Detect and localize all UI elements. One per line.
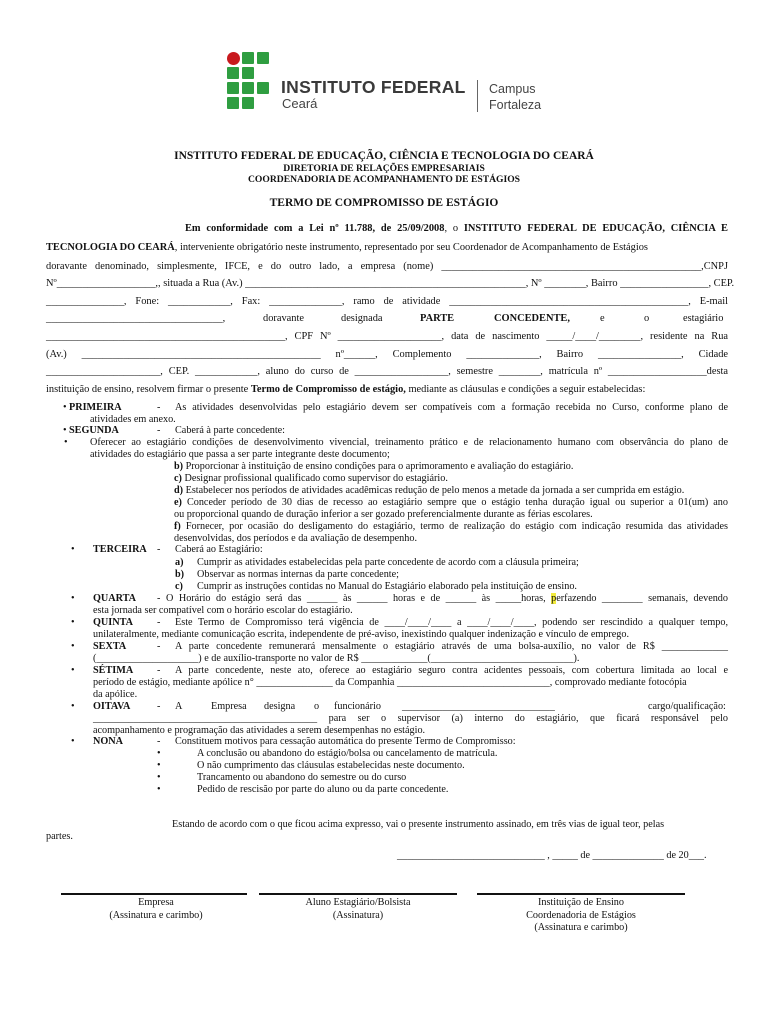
clause-terceira-c: Cumprir as instruções contidas no Manual do Estagiário elaborado pela instituição de ensino.	[197, 581, 577, 592]
signature-block-student	[259, 897, 457, 922]
clause-segunda-a-cont: atividades do estagiário que passa a ser parte integrante deste documento;	[90, 449, 390, 460]
clause-segunda-c	[174, 473, 448, 485]
intro-institution-cont: TECNOLOGIA DO CEARÁ	[46, 242, 175, 253]
oitava-word: Empresa	[211, 701, 247, 712]
nona-item: Trancamento ou abandono do semestre ou do curso	[197, 772, 407, 783]
clause-primeira-text: As atividades desenvolvidas pelo estagiário devem ser compatíveis com a formação recebida no Curso, conforme plano de	[175, 402, 728, 413]
item-key: b)	[175, 569, 185, 580]
logo-square	[242, 97, 254, 109]
clause-dash: -	[157, 617, 161, 628]
clause-dash: -	[157, 701, 161, 712]
logo-square	[257, 52, 269, 64]
clause-terceira-b: Observar as normas internas da parte concedente;	[197, 569, 399, 580]
signature-party: Aluno Estagiário/Bolsista	[305, 897, 411, 908]
clause-dash: -	[157, 402, 161, 413]
item-key: d)	[174, 485, 184, 496]
logo-square	[242, 52, 254, 64]
clause-segunda-b	[174, 461, 573, 473]
blank-field: __________________________________,	[46, 313, 226, 324]
bullet-icon: •	[157, 748, 161, 759]
bullet-icon: •	[71, 701, 75, 712]
item-key: c)	[175, 581, 183, 592]
intro-line-10	[46, 384, 728, 396]
clause-setima-text-cont: da apólice.	[93, 689, 138, 700]
intro-line-2	[46, 242, 728, 254]
nona-item: Pedido de rescisão por parte do aluno ou da parte concedente.	[197, 784, 449, 795]
clause-segunda-f	[174, 521, 728, 533]
clause-oitava-text-cont: ____________________________________________ para ser o supervisor (a) interno do estagiário, que ficará responsável pelo	[93, 713, 728, 724]
intro-line-8: (Av.) ______________________________________________ nº______, Complemento ______________, Bairro ________________, Cidade	[46, 349, 728, 360]
clause-oitava-label: OITAVA	[93, 701, 131, 712]
nona-item: O não cumprimento das cláusulas estabelecidas neste documento.	[197, 760, 465, 771]
clause-setima-text: A parte concedente, neste ato, oferece ao estagiário seguro contra acidentes pessoais, com cobertura limitada ao local e	[175, 665, 728, 676]
item-text: Proporcionar à instituição de ensino condições para o aprimoramento e avaliação do estagiário.	[183, 461, 574, 472]
signature-line-institution	[477, 893, 685, 895]
item-text: Estabelecer nos períodos de atividades acadêmicas redução de pelo menos a metade da jornada a ser cumprida em estágio.	[183, 485, 685, 496]
logo-red-dot	[227, 52, 240, 65]
logo-square	[257, 82, 269, 94]
logo-square	[242, 67, 254, 79]
quarta-text-part: erfazendo ________ semanais, devendo	[556, 593, 728, 604]
intro-word: doravante	[263, 313, 304, 324]
clause-dash: -	[157, 425, 161, 436]
bullet-icon: •	[63, 425, 67, 436]
intro-text: instituição de ensino, resolvem firmar o presente	[46, 384, 251, 395]
clause-sexta-text-cont: (____________________) e de auxílio-transporte no valor de R$ _____________(____________________________).	[93, 653, 580, 664]
oitava-word: A	[175, 701, 183, 712]
clause-sexta-text: A parte concedente remunerará mensalmente o estagiário através de uma bolsa-auxílio, no valor de R$ _____________	[175, 641, 728, 652]
clause-primeira-label: PRIMEIRA	[69, 402, 122, 413]
bullet-icon: •	[71, 617, 75, 628]
intro-text: mediante as cláusulas e condições a seguir estabelecidas:	[405, 384, 646, 395]
logo-state: Ceará	[282, 96, 318, 111]
clause-dash: -	[157, 665, 161, 676]
closing-statement-cont: partes.	[46, 831, 73, 842]
if-logo	[227, 52, 557, 114]
intro-line-9: ______________________, CEP. ____________, aluno do curso de __________________, semestre ________, matrícula nº ___________________desta	[46, 366, 728, 377]
item-key: f)	[174, 521, 181, 532]
bullet-icon: •	[71, 641, 75, 652]
intro-party: PARTE	[420, 313, 455, 324]
logo-square	[242, 82, 254, 94]
logo-campus-label: Campus	[489, 82, 536, 96]
oitava-word: funcionário	[334, 701, 381, 712]
bullet-icon: •	[63, 402, 67, 413]
intro-line-4: Nº___________________,, situada a Rua (Av.) ______________________________________________________, Nº ________, Bairro _________________, CEP.	[46, 278, 735, 289]
clause-quarta-text	[166, 593, 728, 605]
bullet-icon: •	[71, 665, 75, 676]
intro-party: CONCEDENTE,	[494, 313, 570, 324]
clause-segunda-f-cont: desenvolvidas, dos períodos e da avaliação de desempenho.	[174, 533, 418, 544]
intro-text: , o	[444, 223, 464, 234]
signature-block-company	[61, 897, 251, 922]
clause-quinta-text: Este Termo de Compromisso terá vigência de ____/____/____ a ____/____/____, podendo ser rescindido a qualquer tempo,	[175, 617, 728, 628]
clause-segunda-e-cont: ou proporcional quando de duração inferior a ser gozado preferencialmente durante as férias escolares.	[174, 509, 593, 520]
clause-quarta-label: QUARTA	[93, 593, 137, 604]
clause-nona-text: Constituem motivos para cessação automática do presente Termo de Compromisso:	[175, 736, 516, 747]
clause-dash: -	[157, 641, 161, 652]
intro-word: designada	[341, 313, 383, 324]
signature-block-institution	[477, 897, 685, 935]
logo-campus-name: Fortaleza	[489, 98, 542, 112]
header-institution: INSTITUTO FEDERAL DE EDUCAÇÃO, CIÊNCIA E TECNOLOGIA DO CEARÁ	[174, 150, 594, 162]
clause-terceira-text: Caberá ao Estagiário:	[175, 544, 263, 555]
oitava-word: o	[314, 701, 320, 712]
signature-department: Coordenadoria de Estágios	[526, 909, 636, 921]
bullet-icon: •	[71, 736, 75, 747]
item-text: Conceder período de 30 dias de recesso ao estagiário sempre que o estágio tenha duração igual ou superior a 01(um) ano	[181, 497, 728, 508]
blank-field: ______________________________	[402, 701, 555, 712]
logo-square	[227, 67, 239, 79]
bullet-icon: •	[157, 760, 161, 771]
clause-quinta-text-cont: unilateralmente, mediante comunicação escrita, independente de pré-aviso, inexistindo qualquer indenização e vínculo de emprego.	[93, 629, 630, 640]
signature-note: (Assinatura)	[332, 909, 384, 921]
oitava-word: cargo/qualificação:	[648, 701, 726, 712]
clause-dash: -	[157, 593, 161, 604]
clause-segunda-text: Caberá à parte concedente:	[175, 425, 286, 436]
nona-item: A conclusão ou abandono do estágio/bolsa ou cancelamento de matrícula.	[197, 748, 498, 759]
intro-word: e	[600, 313, 605, 324]
bullet-icon: •	[71, 593, 75, 604]
intro-line-1	[185, 223, 728, 235]
clause-setima-text-cont: período de estágio, mediante apólice n° _______________ da Companhia ______________________________, comprovado mediante fotocópia	[93, 677, 687, 688]
item-key: a)	[175, 557, 184, 568]
item-text: Designar profissional qualificado como supervisor do estagiário.	[181, 473, 448, 484]
item-key: b)	[174, 461, 184, 472]
signature-note: (Assinatura e carimbo)	[534, 922, 628, 933]
intro-law-reference: Em conformidade com a Lei nº 11.788, de 25/09/2008	[185, 223, 445, 234]
intro-institution: INSTITUTO FEDERAL DE EDUCAÇÃO, CIÊNCIA E	[463, 223, 728, 234]
closing-statement: Estando de acordo com o que ficou acima expresso, vai o presente instrumento assinado, em três vias de igual teor, pelas	[172, 819, 665, 830]
signature-line-company	[61, 893, 247, 895]
item-key: c)	[174, 473, 182, 484]
quarta-text-part: O Horário do estágio será das ______ às ______ horas e de ______ às _____horas,	[166, 593, 552, 604]
intro-word: estagiário	[683, 313, 724, 324]
clause-terceira-a: Cumprir as atividades estabelecidas pela parte concedente de acordo com a cláusula primeira;	[197, 557, 579, 568]
clause-primeira-text-cont: atividades em anexo.	[90, 414, 176, 425]
oitava-word: designa	[264, 701, 296, 712]
header-directorate: DIRETORIA DE RELAÇÕES EMPRESARIAIS	[283, 163, 485, 174]
signature-party: Instituição de Ensino	[537, 897, 624, 908]
intro-line-7: ______________________________________________, CPF Nº ____________________, data de nascimento _____/____/________, residente na Rua	[46, 331, 728, 342]
logo-square	[227, 97, 239, 109]
clause-sexta-label: SEXTA	[93, 641, 127, 652]
item-key: e)	[174, 497, 182, 508]
intro-word: o	[644, 313, 650, 324]
logo-square	[227, 82, 239, 94]
bullet-icon: •	[157, 772, 161, 783]
clause-segunda-label: SEGUNDA	[69, 425, 119, 436]
document-title: TERMO DE COMPROMISSO DE ESTÁGIO	[269, 197, 499, 209]
clause-quinta-label: QUINTA	[93, 617, 133, 628]
item-text: Fornecer, por ocasião do desligamento do estagiário, termo de realização do estágio com indicação resumida das atividades	[180, 521, 728, 532]
header-coordination: COORDENADORIA DE ACOMPANHAMENTO DE ESTÁGIOS	[247, 174, 521, 185]
clause-terceira-label: TERCEIRA	[93, 544, 147, 555]
clause-oitava-text-cont: acompanhamento e programação das atividades a serem desempenhas no estágio.	[93, 725, 426, 736]
intro-line-5: _______________, Fone: ____________, Fax: ______________, ramo de atividade ______________________________________________, E-mail	[46, 296, 728, 307]
clause-nona-label: NONA	[93, 736, 123, 747]
clause-setima-label: SÉTIMA	[93, 665, 134, 676]
bullet-icon: •	[71, 544, 75, 555]
intro-text: , interveniente obrigatório neste instrumento, representado por seu Coordenador de Acompanhamento de Estágios	[174, 242, 648, 253]
intro-term: Termo de Compromisso de estágio,	[250, 384, 406, 395]
intro-line-3: doravante denominado, simplesmente, IFCE, e do outro lado, a empresa (nome) __________________________________________________,CNPJ	[46, 261, 728, 272]
signature-party: Empresa	[138, 897, 174, 908]
highlight-mark: p	[551, 593, 557, 604]
clause-segunda-d	[174, 485, 684, 497]
signature-note: (Assinatura e carimbo)	[109, 909, 203, 921]
bullet-icon: •	[157, 784, 161, 795]
clause-quarta-text-cont: esta jornada ser compatível com o horário escolar do estagiário.	[93, 605, 353, 616]
clause-dash: -	[157, 736, 161, 747]
signature-line-student	[259, 893, 457, 895]
logo-institution-name: INSTITUTO FEDERAL	[281, 77, 466, 97]
logo-divider	[477, 80, 478, 112]
clause-segunda-e	[174, 497, 728, 509]
bullet-icon: •	[64, 437, 68, 448]
clause-dash: -	[157, 544, 161, 555]
date-line: _____________________________ , _____ de ______________ de 20___.	[397, 850, 707, 861]
clause-segunda-a: Oferecer ao estagiário condições de desenvolvimento vivencial, treinamento prático e de relacionamento humano com observância do plano de	[90, 437, 728, 448]
